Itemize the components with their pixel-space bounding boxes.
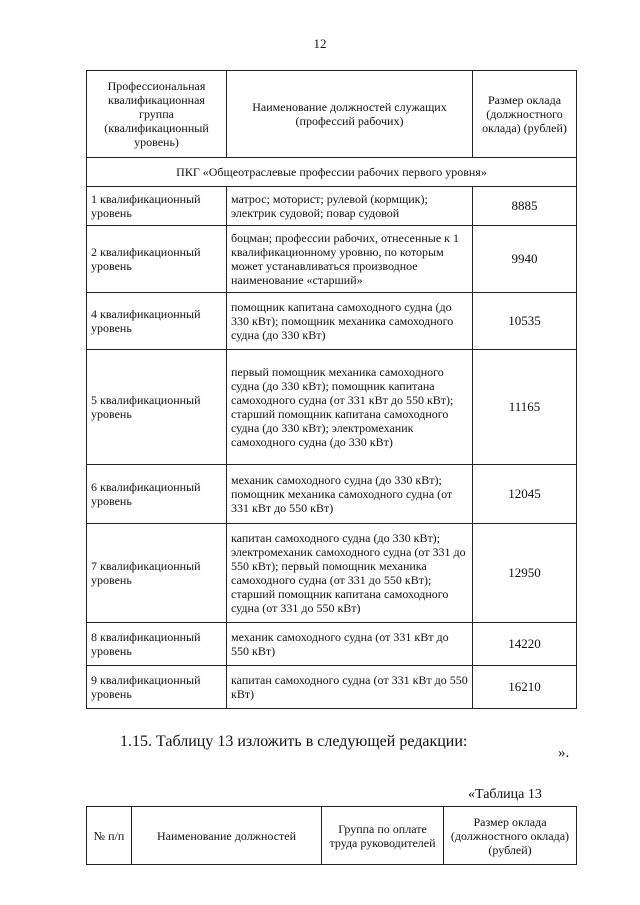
salary-cell: 10535 [473, 293, 577, 350]
page-number: 12 [313, 36, 327, 51]
table-13-label: «Таблица 13 [468, 787, 542, 802]
qualification-level-cell: 4 квалификационный уровень [87, 293, 227, 350]
salary-cell: 12045 [473, 465, 577, 524]
positions-cell: капитан самоходного судна (до 330 кВт); электромеханик самоходного судна (от 331 до 550 кВт); первый помощник механика самоходного судна (от 331 до 550 кВт); старший помощник капитана самоходного судна (от 331 до 550 кВт) [227, 524, 473, 623]
header-positions: Наименование должностей служащих (профессий рабочих) [227, 71, 473, 158]
salary-cell: 12950 [473, 524, 577, 623]
qualification-level-cell: 6 квалификационный уровень [87, 465, 227, 524]
section-heading: 1.15. Таблицу 13 изложить в следующей редакции: [120, 733, 468, 750]
qualification-level-cell: 2 квалификационный уровень [87, 226, 227, 293]
salary-cell: 16210 [473, 666, 577, 709]
table-row [87, 350, 577, 465]
table-row [87, 666, 577, 709]
positions-cell: первый помощник механика самоходного судна (до 330 кВт); помощник капитана самоходного судна (от 331 кВт до 550 кВт); старший помощник капитана самоходного судна (до 330 кВт); электромеханик самоходного судна (до 330 кВт) [227, 350, 473, 465]
salary-table-13 [86, 806, 577, 865]
table-row [87, 187, 577, 226]
header-salary-13: Размер оклада (должностного оклада) (рублей) [444, 807, 577, 865]
salary-cell: 11165 [473, 350, 577, 465]
qualification-level-cell: 9 квалификационный уровень [87, 666, 227, 709]
salary-table-12 [86, 70, 577, 709]
qualification-level-cell: 7 квалификационный уровень [87, 524, 227, 623]
header-pay-group: Группа по оплате труда руководителей [322, 807, 444, 865]
table-header-row [87, 71, 577, 158]
positions-cell: механик самоходного судна (от 331 кВт до 550 кВт) [227, 623, 473, 666]
salary-cell: 14220 [473, 623, 577, 666]
table-row [87, 465, 577, 524]
header-positions-13: Наименование должностей [132, 807, 322, 865]
positions-cell: механик самоходного судна (до 330 кВт); помощник механика самоходного судна (от 331 кВт до 550 кВт) [227, 465, 473, 524]
header-salary: Размер оклада (должностного оклада) (рублей) [473, 71, 577, 158]
qualification-level-cell: 5 квалификационный уровень [87, 350, 227, 465]
table-row [87, 524, 577, 623]
closing-quote: ». [558, 745, 570, 761]
table-row [87, 293, 577, 350]
header-qualification-group: Профессиональная квалификационная группа (квалификационный уровень) [87, 71, 227, 158]
salary-cell: 9940 [473, 226, 577, 293]
positions-cell: помощник капитана самоходного судна (до 330 кВт); помощник механика самоходного судна (до 330 кВт) [227, 293, 473, 350]
header-num: № п/п [87, 807, 132, 865]
positions-cell: боцман; профессии рабочих, отнесенные к 1 квалификационному уровню, по которым может устанавливаться производное наименование «старший» [227, 226, 473, 293]
positions-cell: матрос; моторист; рулевой (кормщик); электрик судовой; повар судовой [227, 187, 473, 226]
table-row [87, 226, 577, 293]
group-title: ПКГ «Общеотраслевые профессии рабочих первого уровня» [87, 158, 577, 187]
table-row [87, 623, 577, 666]
group-title-row [87, 158, 577, 187]
salary-cell: 8885 [473, 187, 577, 226]
qualification-level-cell: 1 квалификационный уровень [87, 187, 227, 226]
qualification-level-cell: 8 квалификационный уровень [87, 623, 227, 666]
positions-cell: капитан самоходного судна (от 331 кВт до 550 кВт) [227, 666, 473, 709]
table-13-header-row [87, 807, 577, 865]
